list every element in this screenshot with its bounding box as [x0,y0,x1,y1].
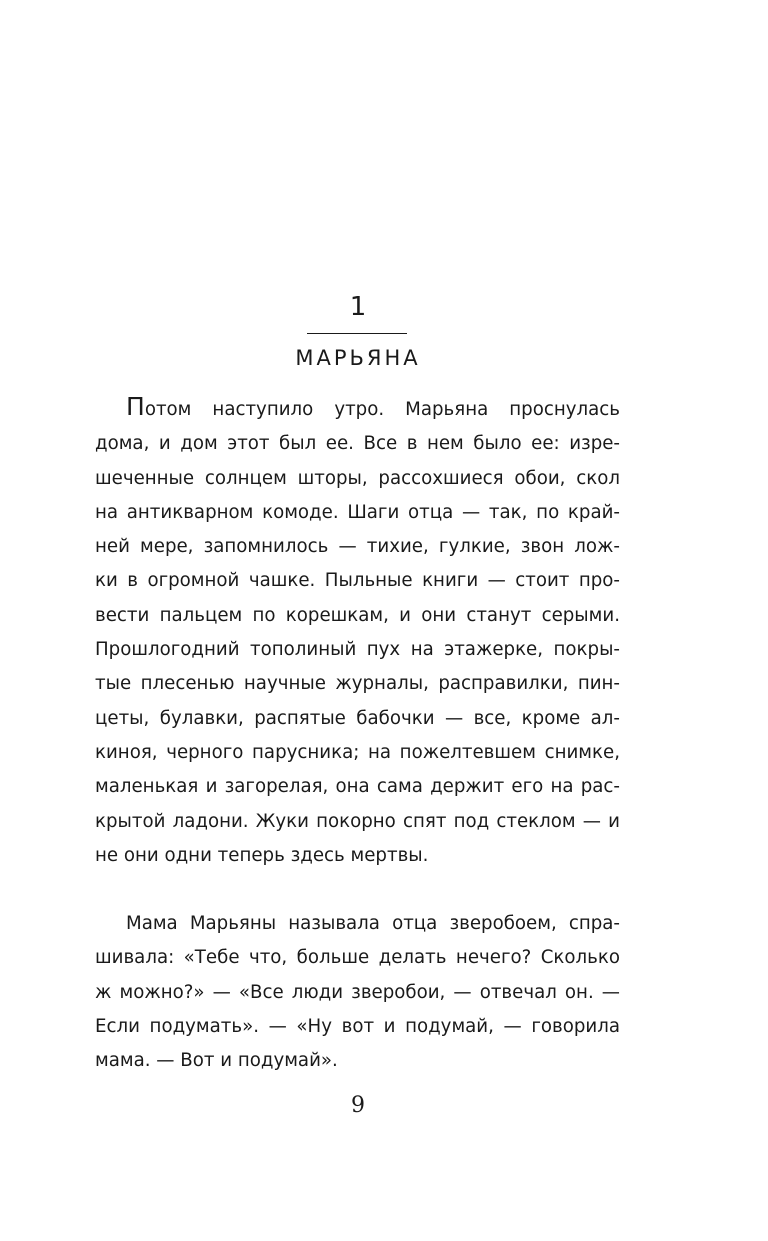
text-line: ж можно?» — «Все люди зверобои, — отвечал он. — [95,981,620,1003]
text-line: шивала: «Тебе что, больше делать нечего? Сколько [95,947,620,969]
text-line-content: отом наступило утро. Марьяна проснулась [144,399,620,420]
text-line: Если подумать». — «Ну вот и подумай, — говорила [95,1015,620,1037]
text-line: Прошлогодний тополиный пух на этажерке, покры- [95,639,620,661]
text-line: ки в огромной чашке. Пыльные книги — стоит про- [95,570,620,592]
paragraph-1 [95,393,620,873]
text-line: дома, и дом этот был ее. Все в нем было ее: изре- [95,433,620,455]
text-line: киноя, черного парусника; на пожелтевшем снимке, [95,741,620,763]
chapter-number: 1 [349,292,367,322]
text-line: маленькая и загорелая, она сама держит его на рас- [95,776,620,798]
page-number: 9 [351,1093,365,1118]
text-line: ней мере, запомнилось — тихие, гулкие, звон лож- [95,536,620,558]
text-line: цеты, булавки, распятые бабочки — все, кроме ал- [95,707,620,729]
text-line: крытой ладони. Жуки покорно спят под стеклом — и [95,810,620,832]
drop-initial: П [126,392,145,421]
chapter-title: МАРЬЯНА [295,346,421,370]
text-line: Мама Марьяны называла отца зверобоем, спра- [126,913,620,934]
text-line: на антикварном комоде. Шаги отца — так, по край- [95,501,620,523]
text-line [95,393,620,427]
text-line: тые плесенью научные журналы, расправилки, пин- [95,673,620,695]
text-line: шеченные солнцем шторы, рассохшиеся обои, скол [95,467,620,489]
text-line: вести пальцем по корешкам, и они станут серыми. [95,604,620,626]
chapter-divider [307,333,407,334]
text-line: не они одни теперь здесь мертвы. [95,844,429,866]
paragraph-2 [95,907,620,1078]
text-line: мама. — Вот и подумай». [95,1050,338,1072]
